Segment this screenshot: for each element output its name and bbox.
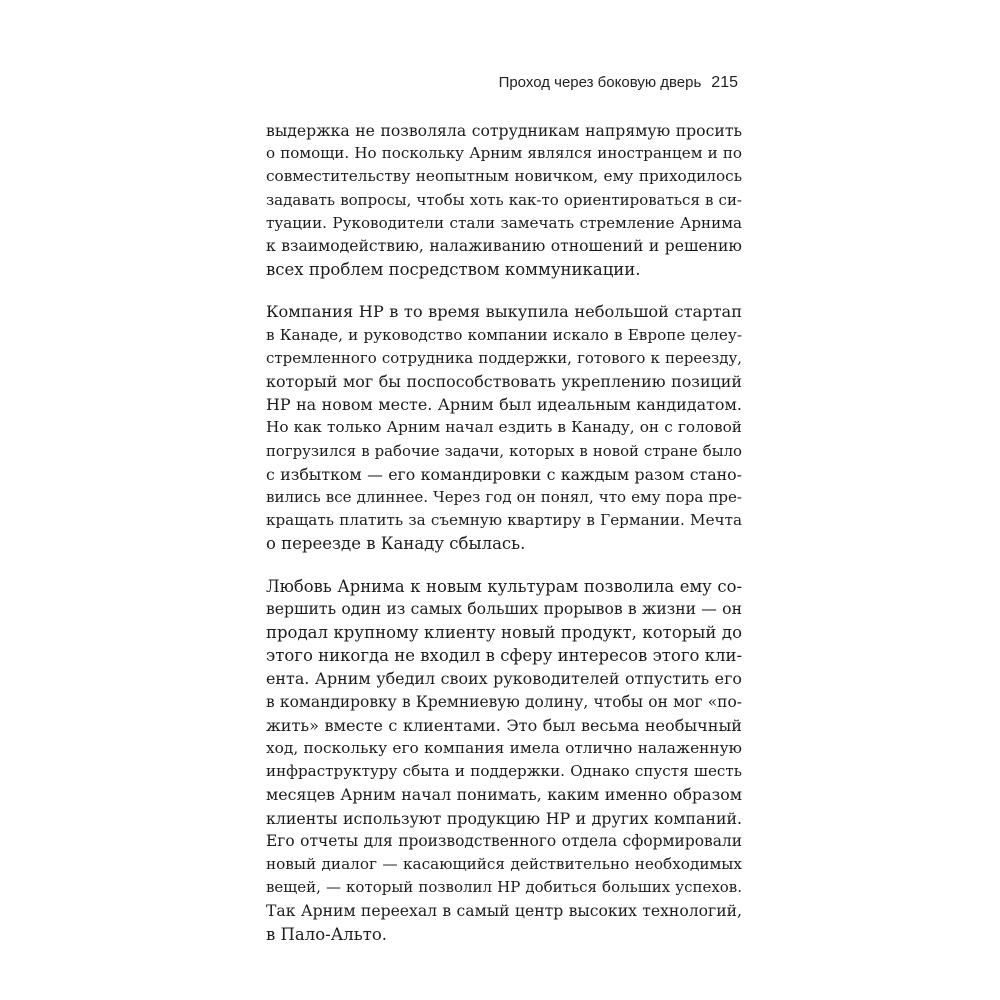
- text-line: в Канаде, и руководство компании искало в Европе целеу-: [266, 325, 742, 344]
- text-line: погрузился в рабочие задачи, которых в новой стране было: [266, 441, 742, 460]
- text-line: стремленного сотрудника поддержки, готового к переезду,: [266, 348, 742, 367]
- text-line: туации. Руководители стали замечать стремление Арнима: [266, 213, 742, 232]
- text-line: продал крупному клиенту новый продукт, который до: [266, 623, 742, 643]
- text-line: всех проблем посредством коммуникации.: [266, 260, 641, 280]
- paragraph: [266, 575, 742, 946]
- text-line: вились все длиннее. Через год он понял, что ему пора пре-: [266, 488, 742, 507]
- paragraph: [266, 119, 742, 281]
- chapter-title: Проход через боковую дверь: [498, 74, 702, 91]
- text-line: к взаимодействию, налаживанию отношений и решению: [266, 237, 742, 256]
- paragraph: [266, 300, 742, 555]
- text-line: ход, поскольку его компания имела отлично налаженную: [266, 739, 742, 758]
- text-line: в Пало-Альто.: [266, 924, 388, 944]
- text-line: Так Арним переехал в самый центр высоких технологий,: [266, 901, 742, 920]
- text-line: выдержка не позволяла сотрудникам напрямую просить: [266, 121, 742, 140]
- text-line: о переезде в Канаду сбылась.: [266, 534, 526, 554]
- body-text: [266, 119, 742, 965]
- text-line: о помощи. Но поскольку Арним являлся иностранцем и по: [266, 144, 742, 163]
- text-line: Компания HP в то время выкупила небольшой стартап: [266, 302, 742, 322]
- text-line: новый диалог — касающийся действительно необходимых: [266, 855, 742, 874]
- text-line: вершить один из самых больших прорывов в жизни — он: [266, 599, 742, 618]
- text-line: клиенты используют продукцию HP и других компаний.: [266, 808, 742, 828]
- text-line: кращать платить за съемную квартиру в Германии. Мечта: [266, 511, 742, 530]
- page-number: 215: [711, 74, 738, 91]
- text-line: месяцев Арним начал понимать, каким именно образом: [266, 785, 742, 805]
- text-line: HP на новом месте. Арним был идеальным кандидатом.: [266, 395, 742, 415]
- text-line: Его отчеты для производственного отдела сформировали: [266, 831, 742, 850]
- text-line: который мог бы поспособствовать укреплению позиций: [266, 372, 742, 392]
- text-line: Но как только Арним начал ездить в Канаду, он с головой: [266, 418, 742, 437]
- running-header: [499, 74, 738, 92]
- text-line: Любовь Арнима к новым культурам позволила ему со-: [266, 576, 742, 596]
- text-line: этого никогда не входил в сферу интересов этого кли-: [266, 646, 743, 666]
- text-line: вещей, — который позволил HP добиться больших успехов.: [266, 878, 742, 897]
- text-line: в командировку в Кремниевую долину, чтобы он мог «по-: [266, 692, 742, 711]
- text-line: инфраструктуру сбыта и поддержки. Однако спустя шесть: [266, 762, 742, 781]
- text-line: совместительству неопытным новичком, ему приходилось: [266, 167, 742, 186]
- text-line: с избытком — его командировки с каждым разом стано-: [266, 464, 742, 484]
- text-line: ента. Арним убедил своих руководителей отпустить его: [266, 669, 742, 689]
- text-line: задавать вопросы, чтобы хоть как-то ориентироваться в си-: [266, 190, 742, 209]
- text-line: жить» вместе с клиентами. Это был весьма необычный: [266, 715, 742, 735]
